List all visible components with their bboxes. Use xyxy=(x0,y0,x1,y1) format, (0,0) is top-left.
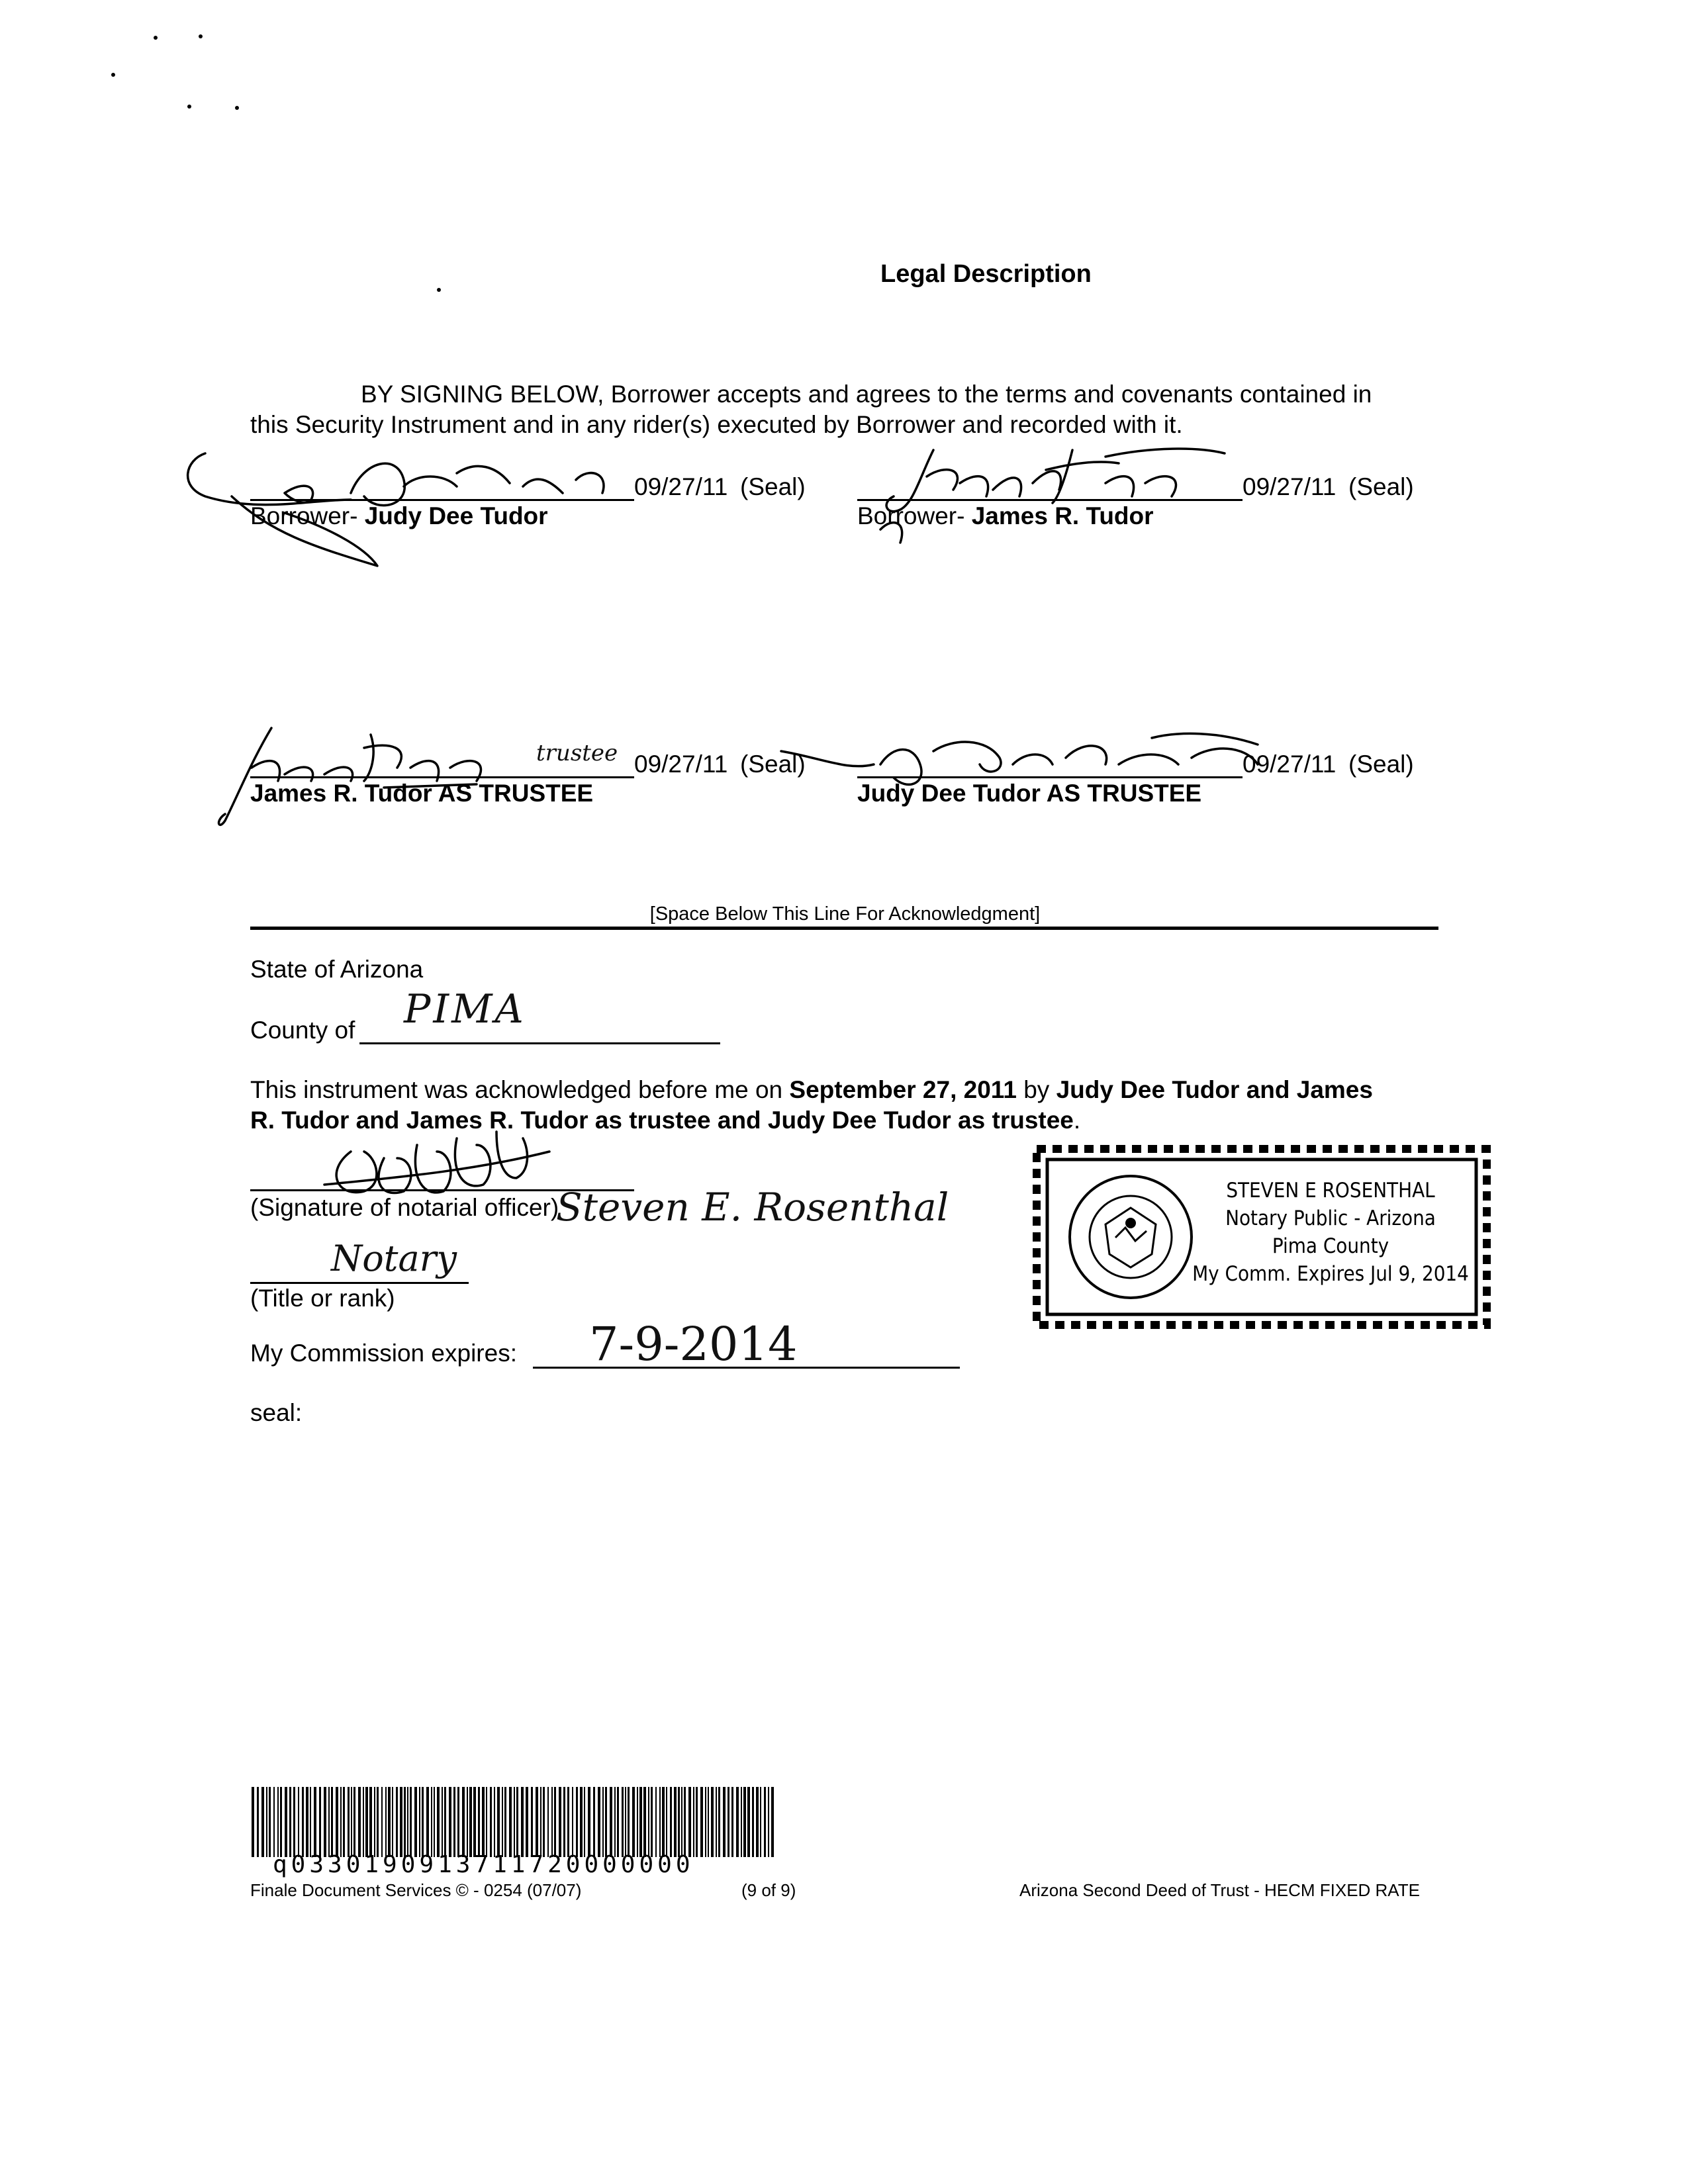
barcode-bar xyxy=(628,1787,630,1857)
barcode-bar xyxy=(444,1787,446,1857)
barcode-bar xyxy=(340,1787,342,1857)
trustee2-date: 09/27/11 xyxy=(1243,751,1337,778)
barcode-bar xyxy=(381,1787,383,1857)
barcode-bar xyxy=(678,1787,680,1857)
scan-speck xyxy=(187,105,191,109)
borrower2-seal: (Seal) xyxy=(1348,473,1414,500)
barcode-bar xyxy=(353,1787,355,1857)
scan-speck xyxy=(111,73,115,77)
footer-page-number: (9 of 9) xyxy=(741,1880,796,1900)
barcode-bar xyxy=(643,1787,646,1857)
statement-text: This instrument was acknowledged before me on xyxy=(250,1076,790,1103)
county-label: County of xyxy=(250,1017,355,1044)
barcode-bar xyxy=(731,1787,733,1857)
barcode-bar xyxy=(261,1787,264,1857)
scan-speck xyxy=(235,106,239,110)
barcode-bar xyxy=(331,1787,333,1857)
barcode-bar xyxy=(688,1787,691,1857)
barcode-bar xyxy=(434,1787,435,1857)
barcode-bar xyxy=(771,1787,774,1857)
state-label: State of Arizona xyxy=(250,956,424,983)
trustee1-handwritten-signature xyxy=(212,721,649,834)
borrower1-date: 09/27/11 xyxy=(634,473,728,500)
barcode-bar xyxy=(760,1787,761,1857)
barcode-bar xyxy=(768,1787,769,1857)
stamp-name: STEVEN E ROSENTHAL xyxy=(1226,1179,1435,1203)
borrower2-label xyxy=(857,502,1154,531)
barcode-bar xyxy=(257,1787,259,1857)
barcode-bar xyxy=(723,1787,726,1857)
barcode-bar xyxy=(567,1787,569,1857)
barcode-bar xyxy=(543,1787,545,1857)
barcode-bar xyxy=(467,1787,468,1857)
trustee1-name: James R. Tudor AS TRUSTEE xyxy=(250,780,594,807)
stamp-expires: My Comm. Expires Jul 9, 2014 xyxy=(1192,1262,1469,1286)
barcode-bar xyxy=(756,1787,759,1857)
barcode-bar xyxy=(302,1787,304,1857)
barcode-bar xyxy=(736,1787,739,1857)
barcode-bar xyxy=(651,1787,653,1857)
barcode-bar xyxy=(404,1787,406,1857)
barcode-bar xyxy=(576,1787,578,1857)
barcode-bar xyxy=(741,1787,742,1857)
trustee1-seal: (Seal) xyxy=(740,751,806,778)
barcode-bar xyxy=(659,1787,661,1857)
barcode-bar xyxy=(431,1787,432,1857)
document-barcode xyxy=(252,1787,778,1857)
barcode-bar xyxy=(728,1787,729,1857)
barcode-bar xyxy=(516,1787,518,1857)
title-value: Notary xyxy=(331,1238,457,1279)
barcode-bar xyxy=(351,1787,352,1857)
barcode-bar xyxy=(716,1787,717,1857)
barcode-bar xyxy=(306,1787,308,1857)
barcode-bar xyxy=(414,1787,417,1857)
barcode-bar xyxy=(449,1787,451,1857)
footer-left: Finale Document Services © - 0254 (07/07) xyxy=(250,1880,582,1900)
barcode-bar xyxy=(693,1787,694,1857)
barcode-bar xyxy=(743,1787,746,1857)
intro-line-1: BY SIGNING BELOW, Borrower accepts and agrees to the terms and covenants contained in xyxy=(361,381,1372,408)
barcode-bar xyxy=(328,1787,330,1857)
stamp-county: Pima County xyxy=(1272,1234,1389,1258)
barcode-bar xyxy=(502,1787,503,1857)
barcode-bar xyxy=(473,1787,476,1857)
page-heading: Legal Description xyxy=(880,260,1092,288)
barcode-bar xyxy=(298,1787,299,1857)
barcode-bar xyxy=(711,1787,714,1857)
barcode-bar xyxy=(388,1787,391,1857)
barcode-bar xyxy=(422,1787,424,1857)
borrower2-handwritten-signature xyxy=(854,437,1225,549)
barcode-bar xyxy=(426,1787,429,1857)
barcode-bar xyxy=(336,1787,338,1857)
borrower2-name: James R. Tudor xyxy=(971,502,1154,529)
barcode-bar xyxy=(540,1787,541,1857)
barcode-bar xyxy=(718,1787,720,1857)
barcode-bar xyxy=(280,1787,282,1857)
commission-label: My Commission expires: xyxy=(250,1340,517,1367)
barcode-bar xyxy=(453,1787,455,1857)
barcode-bar xyxy=(526,1787,528,1857)
acknowledgment-divider-line xyxy=(250,927,1438,930)
notary-name-handwritten: Steven E. Rosenthal xyxy=(556,1185,949,1230)
scan-speck xyxy=(437,288,441,292)
barcode-bar xyxy=(419,1787,420,1857)
barcode-bar xyxy=(637,1787,638,1857)
trustee2-seal: (Seal) xyxy=(1348,751,1414,778)
barcode-bar xyxy=(486,1787,487,1857)
barcode-bar xyxy=(289,1787,291,1857)
barcode-bar xyxy=(572,1787,573,1857)
statement-by: by xyxy=(1016,1076,1056,1103)
acknowledgment-statement-line-1 xyxy=(250,1075,1373,1105)
barcode-bar xyxy=(632,1787,635,1857)
barcode-bar xyxy=(625,1787,626,1857)
barcode-bar xyxy=(509,1787,512,1857)
borrower2-date: 09/27/11 xyxy=(1243,473,1337,500)
barcode-bar xyxy=(614,1787,616,1857)
barcode-bar xyxy=(700,1787,703,1857)
barcode-bar xyxy=(348,1787,350,1857)
barcode-bar xyxy=(437,1787,440,1857)
barcode-bar xyxy=(547,1787,549,1857)
barcode-bar xyxy=(752,1787,754,1857)
barcode-bar xyxy=(666,1787,667,1857)
trustee1-date: 09/27/11 xyxy=(634,751,728,778)
barcode-bar xyxy=(392,1787,393,1857)
barcode-bar xyxy=(410,1787,412,1857)
barcode-bar xyxy=(674,1787,677,1857)
barcode-bar xyxy=(617,1787,619,1857)
borrower1-name: Judy Dee Tudor xyxy=(364,502,548,529)
barcode-bar xyxy=(363,1787,364,1857)
scan-speck xyxy=(199,34,203,38)
borrower2-prefix: Borrower- xyxy=(857,502,965,529)
barcode-bar xyxy=(514,1787,515,1857)
barcode-bar xyxy=(588,1787,590,1857)
barcode-bar xyxy=(536,1787,538,1857)
barcode-bar xyxy=(670,1787,672,1857)
notary-signature-label: (Signature of notarial officer) xyxy=(250,1194,559,1221)
barcode-bar xyxy=(310,1787,311,1857)
barcode-bar xyxy=(478,1787,480,1857)
barcode-bar xyxy=(457,1787,459,1857)
barcode-bar xyxy=(655,1787,657,1857)
barcode-bar xyxy=(705,1787,706,1857)
barcode-bar xyxy=(598,1787,600,1857)
title-label: (Title or rank) xyxy=(250,1285,395,1312)
barcode-bar xyxy=(273,1787,275,1857)
barcode-bar xyxy=(602,1787,604,1857)
county-value: PIMA xyxy=(404,986,526,1032)
barcode-bar xyxy=(482,1787,485,1857)
barcode-bar xyxy=(396,1787,398,1857)
barcode-bar xyxy=(497,1787,500,1857)
barcode-bar xyxy=(504,1787,506,1857)
barcode-bar xyxy=(610,1787,612,1857)
statement-date: September 27, 2011 xyxy=(789,1076,1017,1103)
barcode-bar xyxy=(266,1787,267,1857)
borrower1-label xyxy=(250,502,548,531)
barcode-bar xyxy=(696,1787,698,1857)
barcode-bar xyxy=(708,1787,709,1857)
commission-value: 7-9-2014 xyxy=(589,1317,798,1371)
barcode-bar xyxy=(377,1787,379,1857)
barcode-bar xyxy=(252,1787,254,1857)
stamp-title: Notary Public - Arizona xyxy=(1225,1206,1436,1230)
barcode-bar xyxy=(319,1787,321,1857)
acknowledgment-divider-label: [Space Below This Line For Acknowledgment] xyxy=(649,903,1041,925)
barcode-bar xyxy=(490,1787,492,1857)
barcode-bar xyxy=(293,1787,295,1857)
barcode-bar xyxy=(285,1787,287,1857)
barcode-text: q0330190913711720000000 xyxy=(273,1851,694,1878)
barcode-bar xyxy=(554,1787,556,1857)
barcode-bar xyxy=(269,1787,271,1857)
barcode-bar xyxy=(365,1787,368,1857)
barcode-bar xyxy=(369,1787,372,1857)
barcode-bar xyxy=(277,1787,279,1857)
barcode-bar xyxy=(374,1787,375,1857)
statement-names: Judy Dee Tudor and James xyxy=(1056,1076,1373,1103)
barcode-bar xyxy=(639,1787,642,1857)
seal-label: seal: xyxy=(250,1399,303,1426)
barcode-bar xyxy=(324,1787,326,1857)
barcode-bar xyxy=(442,1787,443,1857)
barcode-bar xyxy=(584,1787,585,1857)
borrower1-prefix: Borrower- xyxy=(250,502,358,529)
footer-right: Arizona Second Deed of Trust - HECM FIXED RATE xyxy=(1019,1880,1420,1900)
barcode-bar xyxy=(551,1787,553,1857)
barcode-bar xyxy=(385,1787,387,1857)
statement-end: . xyxy=(1073,1107,1081,1134)
barcode-bar xyxy=(343,1787,345,1857)
borrower1-seal: (Seal) xyxy=(740,473,806,500)
barcode-bar xyxy=(358,1787,361,1857)
barcode-bar xyxy=(407,1787,408,1857)
barcode-bar xyxy=(563,1787,565,1857)
barcode-bar xyxy=(469,1787,472,1857)
arizona-state-seal-icon xyxy=(1070,1176,1192,1298)
barcode-bar xyxy=(747,1787,750,1857)
county-line xyxy=(359,1042,720,1044)
barcode-bar xyxy=(593,1787,595,1857)
trustee1-handwritten-note: trustee xyxy=(536,740,618,766)
trustee2-name: Judy Dee Tudor AS TRUSTEE xyxy=(857,780,1202,807)
barcode-bar xyxy=(580,1787,583,1857)
barcode-bar xyxy=(605,1787,607,1857)
barcode-bar xyxy=(764,1787,766,1857)
barcode-bar xyxy=(684,1787,686,1857)
scan-speck xyxy=(154,36,158,40)
barcode-bar xyxy=(531,1787,533,1857)
barcode-bar xyxy=(314,1787,316,1857)
barcode-bar xyxy=(662,1787,665,1857)
barcode-bar xyxy=(559,1787,561,1857)
barcode-bar xyxy=(400,1787,402,1857)
statement-names-continued: R. Tudor and James R. Tudor as trustee and Judy Dee Tudor as trustee xyxy=(250,1107,1074,1134)
barcode-bar xyxy=(648,1787,649,1857)
barcode-bar xyxy=(681,1787,682,1857)
barcode-bar xyxy=(521,1787,524,1857)
intro-line-2: this Security Instrument and in any rider(s) executed by Borrower and recorded with it. xyxy=(250,411,1183,438)
barcode-bar xyxy=(462,1787,465,1857)
barcode-bar xyxy=(622,1787,624,1857)
barcode-bar xyxy=(494,1787,495,1857)
